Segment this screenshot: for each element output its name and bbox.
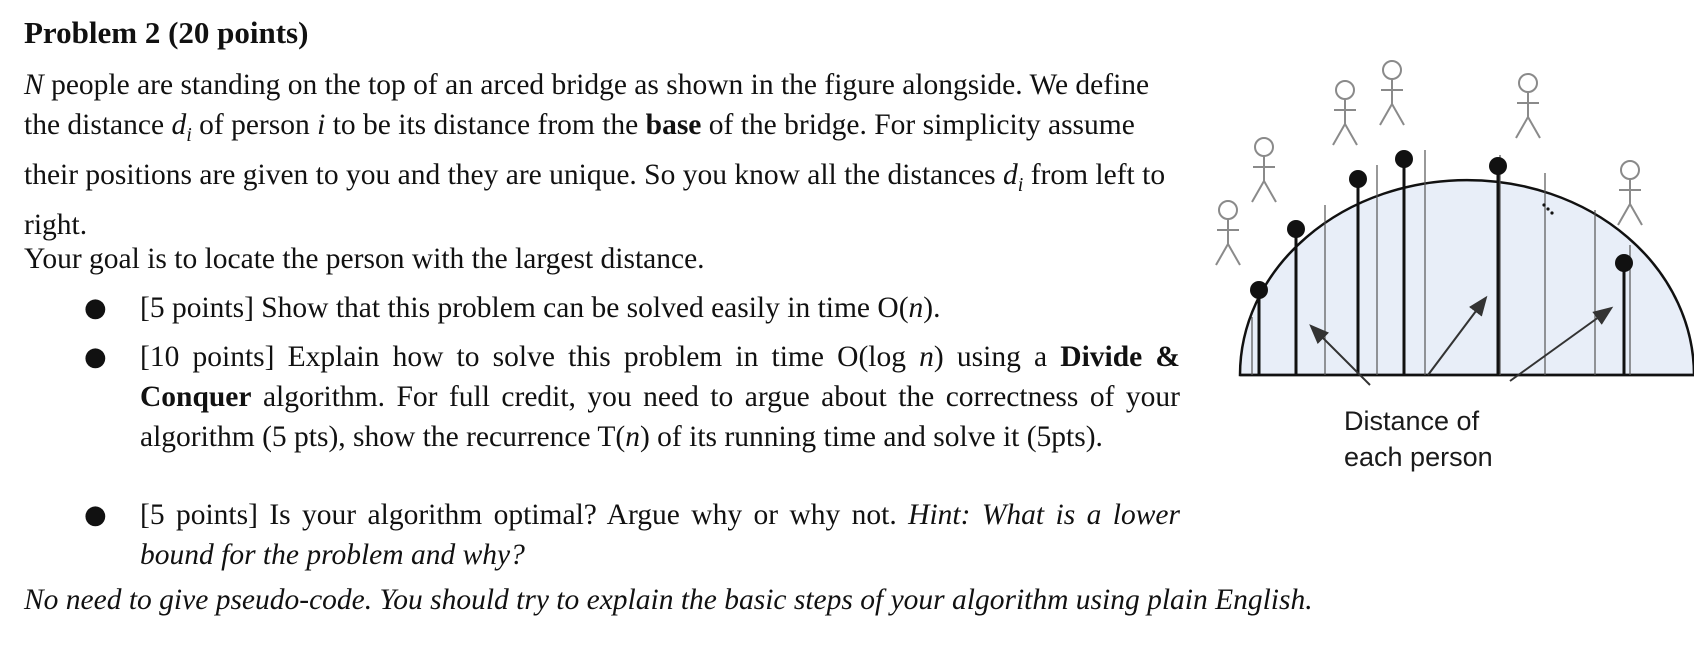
text-segment: from left to right. bbox=[24, 158, 1166, 241]
person-icon bbox=[1333, 81, 1357, 145]
text-segment: of the bridge. For simplicity assume their positions are given to you and they are unique. So you know all the distances bbox=[24, 109, 1135, 191]
bullet-text bbox=[140, 495, 1180, 575]
person-icon bbox=[1252, 138, 1276, 202]
text-segment: ). bbox=[923, 292, 941, 324]
var-d: d bbox=[1003, 158, 1018, 191]
text-segment: to be its distance from the bbox=[325, 109, 646, 141]
problem-title: Problem 2 (20 points) bbox=[24, 15, 309, 50]
figure-label-line2: each person bbox=[1344, 442, 1493, 472]
var-n: n bbox=[919, 341, 934, 373]
bullet-dot-icon: ● bbox=[84, 293, 107, 323]
person-icon bbox=[1516, 74, 1540, 138]
person-icon bbox=[1216, 201, 1240, 265]
var-n: n bbox=[625, 421, 640, 453]
text-segment: [5 points] Is your algorithm optimal? Argue why or why not. bbox=[140, 499, 909, 531]
var-i-subscript: i bbox=[186, 123, 192, 146]
text-segment: algorithm. For full credit, you need to argue about the correctness of your algorithm (5 pts), show the recurrence T( bbox=[140, 381, 1180, 453]
var-d: d bbox=[171, 109, 187, 141]
text-segment: ) using a bbox=[933, 341, 1061, 373]
emphasis-base: base bbox=[645, 109, 702, 141]
var-n: n bbox=[908, 292, 924, 324]
bullet-dot-icon: ● bbox=[84, 500, 107, 530]
text-segment: [5 points] Show that this problem can be solved easily in time O( bbox=[140, 292, 909, 324]
emphasis-divide-conquer: Divide & Conquer bbox=[140, 341, 1180, 413]
bullet-text bbox=[140, 288, 1180, 328]
problem-statement bbox=[24, 65, 1184, 245]
bullet-dot-icon: ● bbox=[84, 342, 107, 372]
person-icon bbox=[1380, 61, 1404, 125]
var-i: i bbox=[317, 109, 326, 141]
var-N: N bbox=[24, 69, 44, 101]
footer-note: No need to give pseudo-code. You should try to explain the basic steps of your algorithm using plain English. bbox=[24, 584, 1313, 616]
text-segment: [10 points] Explain how to solve this problem in time O(log bbox=[140, 341, 920, 373]
bridge-figure bbox=[1200, 55, 1694, 525]
person-icon bbox=[1618, 161, 1642, 225]
bullet-text bbox=[140, 337, 1180, 457]
text-segment: ) of its running time and solve it (5pts). bbox=[639, 421, 1103, 453]
figure-label-line1: Distance of bbox=[1344, 406, 1480, 436]
hint-text: Hint: What is a lower bound for the problem and why? bbox=[140, 499, 1180, 571]
goal-statement: Your goal is to locate the person with the largest distance. bbox=[24, 243, 705, 275]
text-segment: people are standing on the top of an arced bridge as shown in the figure alongside. We define the distance bbox=[24, 69, 1150, 141]
var-i-subscript: i bbox=[1017, 173, 1024, 196]
text-segment: of person bbox=[191, 109, 318, 141]
